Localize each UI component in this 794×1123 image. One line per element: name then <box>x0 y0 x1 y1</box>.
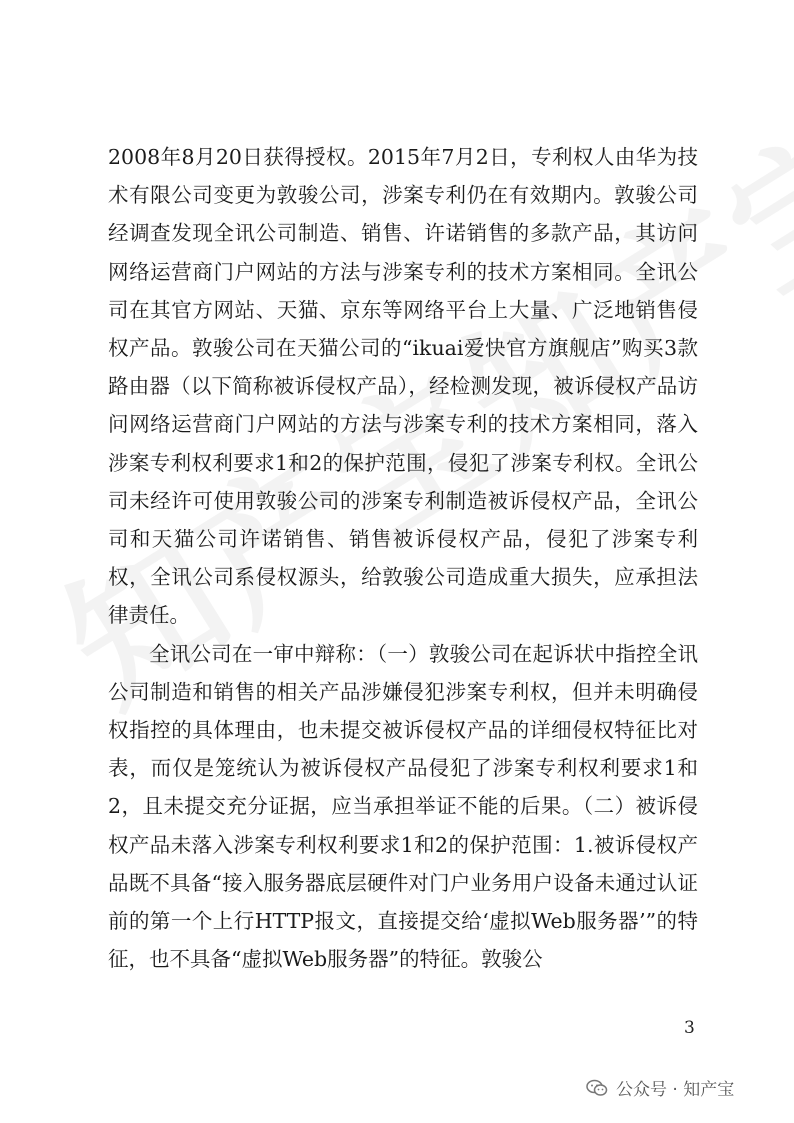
page-number: 3 <box>684 1018 695 1038</box>
wechat-account-tag <box>586 1075 734 1100</box>
account-label: 公众号 · 知产宝 <box>616 1080 735 1100</box>
document-body <box>108 138 698 978</box>
wechat-icon <box>586 1079 608 1097</box>
paragraph-defense: 全讯公司在一审中辩称：（一）敦骏公司在起诉状中指控全讯公司制造和销售的相关产品涉嫌侵犯涉案专利权，但并未明确侵权指控的具体理由，也未提交被诉侵权产品的详细侵权特征比对表，而仅是笼统认为被诉侵权产品侵犯了涉案专利权利要求1和2，且未提交充分证据，应当承担举证不能的后果。（二）被诉侵权产品未落入涉案专利权利要求1和2的保护范围：1.被诉侵权产品既不具备“接入服务器底层硬件对门户业务用户设备未通过认证前的第一个上行HTTP报文，直接提交给‘虚拟Web服务器’”的特征，也不具备“虚拟Web服务器”的特征。敦骏公 <box>108 641 698 972</box>
paragraph-continued: 2008年8月20日获得授权。2015年7月2日，专利权人由华为技术有限公司变更为敦骏公司，涉案专利仍在有效期内。敦骏公司经调查发现全讯公司制造、销售、许诺销售的多款产品，其访问网络运营商门户网站的方法与涉案专利的技术方案相同。全讯公司在其官方网站、天猫、京东等网络平台上大量、广泛地销售侵权产品。敦骏公司在天猫公司的“ikuai爱快官方旗舰店”购买3款路由器（以下简称被诉侵权产品），经检测发现，被诉侵权产品访问网络运营商门户网站的方法与涉案专利的技术方案相同，落入涉案专利权利要求1和2的保护范围，侵犯了涉案专利权。全讯公司未经许可使用敦骏公司的涉案专利制造被诉侵权产品，全讯公司和天猫公司许诺销售、销售被诉侵权产品，侵犯了涉案专利权，全讯公司系侵权源头，给敦骏公司造成重大损失，应承担法律责任。 <box>108 145 698 628</box>
